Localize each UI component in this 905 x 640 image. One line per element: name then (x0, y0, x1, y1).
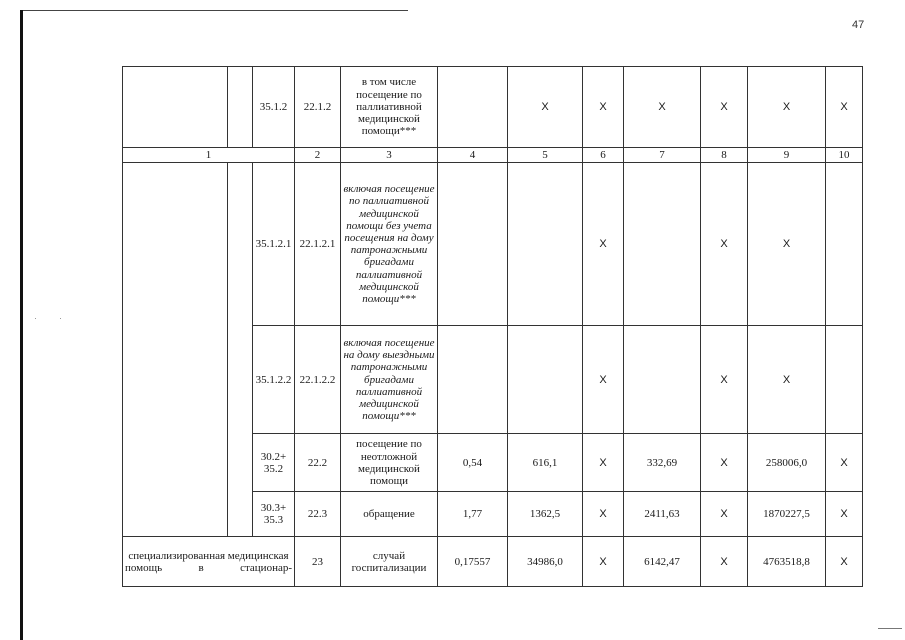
col8-cell: X (701, 537, 748, 587)
code-b-cell: 22.2 (295, 434, 341, 492)
column-number: 7 (624, 148, 701, 163)
col7-cell: 2411,63 (624, 492, 701, 537)
code-b-cell: 22.1.2 (295, 67, 341, 148)
col5-cell (508, 326, 583, 434)
col7-cell (624, 326, 701, 434)
code-a-cell: 30.2+ 35.2 (253, 434, 295, 492)
col6-cell: X (583, 163, 624, 326)
blank-cell (123, 163, 228, 537)
code-a-cell: 35.1.2.1 (253, 163, 295, 326)
col4-cell (438, 163, 508, 326)
col5-cell: X (508, 67, 583, 148)
column-number: 4 (438, 148, 508, 163)
col10-cell: X (826, 434, 863, 492)
col6-cell: X (583, 67, 624, 148)
col8-cell: X (701, 67, 748, 148)
column-number: 10 (826, 148, 863, 163)
col10-cell: X (826, 492, 863, 537)
description-cell: включая посещение по паллиативной медицинской помощи без учета посещения на дому патронажными бригадами паллиативной медицинской помощи*** (341, 163, 438, 326)
description-cell: в том числе посещение по паллиативной медицинской помощи*** (341, 67, 438, 148)
col5-cell (508, 163, 583, 326)
col10-cell (826, 326, 863, 434)
col9-cell: X (748, 67, 826, 148)
page-number: 47 (852, 19, 865, 31)
code-b-cell: 22.1.2.2 (295, 326, 341, 434)
table-row (123, 67, 863, 148)
code-a-cell: 35.1.2.2 (253, 326, 295, 434)
table-row (123, 163, 863, 326)
code-b-cell: 22.3 (295, 492, 341, 537)
blank-cell (123, 67, 228, 148)
column-number-row (123, 148, 863, 163)
col6-cell: X (583, 326, 624, 434)
column-number: 3 (341, 148, 438, 163)
col4-cell (438, 326, 508, 434)
column-number: 1 (123, 148, 295, 163)
col4-cell: 0,54 (438, 434, 508, 492)
col8-cell: X (701, 492, 748, 537)
code-b-cell: 22.1.2.1 (295, 163, 341, 326)
code-a-cell: 30.3+ 35.3 (253, 492, 295, 537)
col6-cell: X (583, 434, 624, 492)
column-number: 5 (508, 148, 583, 163)
col8-cell: X (701, 434, 748, 492)
column-number: 9 (748, 148, 826, 163)
scan-edge-top (23, 10, 408, 11)
description-cell: включая посещение на дому выездными патронажными бригадами паллиативной медицинской помощи*** (341, 326, 438, 434)
col9-cell: X (748, 326, 826, 434)
col4-cell (438, 67, 508, 148)
scan-speck (60, 318, 61, 319)
col7-cell (624, 163, 701, 326)
description-cell: случай госпитализации (341, 537, 438, 587)
col7-cell: X (624, 67, 701, 148)
col7-cell: 6142,47 (624, 537, 701, 587)
document-table (122, 66, 863, 587)
col6-cell: X (583, 492, 624, 537)
col8-cell: X (701, 163, 748, 326)
description-cell: посещение по неотложной медицинской помощи (341, 434, 438, 492)
col4-cell: 0,17557 (438, 537, 508, 587)
col6-cell: X (583, 537, 624, 587)
description-cell: обращение (341, 492, 438, 537)
code-a-cell: 35.1.2 (253, 67, 295, 148)
col4-cell: 1,77 (438, 492, 508, 537)
col9-cell: 4763518,8 (748, 537, 826, 587)
col5-cell: 616,1 (508, 434, 583, 492)
col9-cell: X (748, 163, 826, 326)
scan-mark (878, 628, 902, 629)
blank-cell (228, 163, 253, 537)
table-row (123, 537, 863, 587)
col10-cell: X (826, 537, 863, 587)
blank-cell (228, 67, 253, 148)
col8-cell: X (701, 326, 748, 434)
col10-cell: X (826, 67, 863, 148)
column-number: 6 (583, 148, 624, 163)
col10-cell (826, 163, 863, 326)
col9-cell: 1870227,5 (748, 492, 826, 537)
code-b-cell: 23 (295, 537, 341, 587)
column-number: 8 (701, 148, 748, 163)
col5-cell: 1362,5 (508, 492, 583, 537)
scan-speck (35, 318, 36, 319)
col5-cell: 34986,0 (508, 537, 583, 587)
column-number: 2 (295, 148, 341, 163)
section-label-cell: специализированная медицинская помощь в стационар- (123, 537, 295, 587)
col9-cell: 258006,0 (748, 434, 826, 492)
scan-edge-left (20, 10, 23, 640)
col7-cell: 332,69 (624, 434, 701, 492)
